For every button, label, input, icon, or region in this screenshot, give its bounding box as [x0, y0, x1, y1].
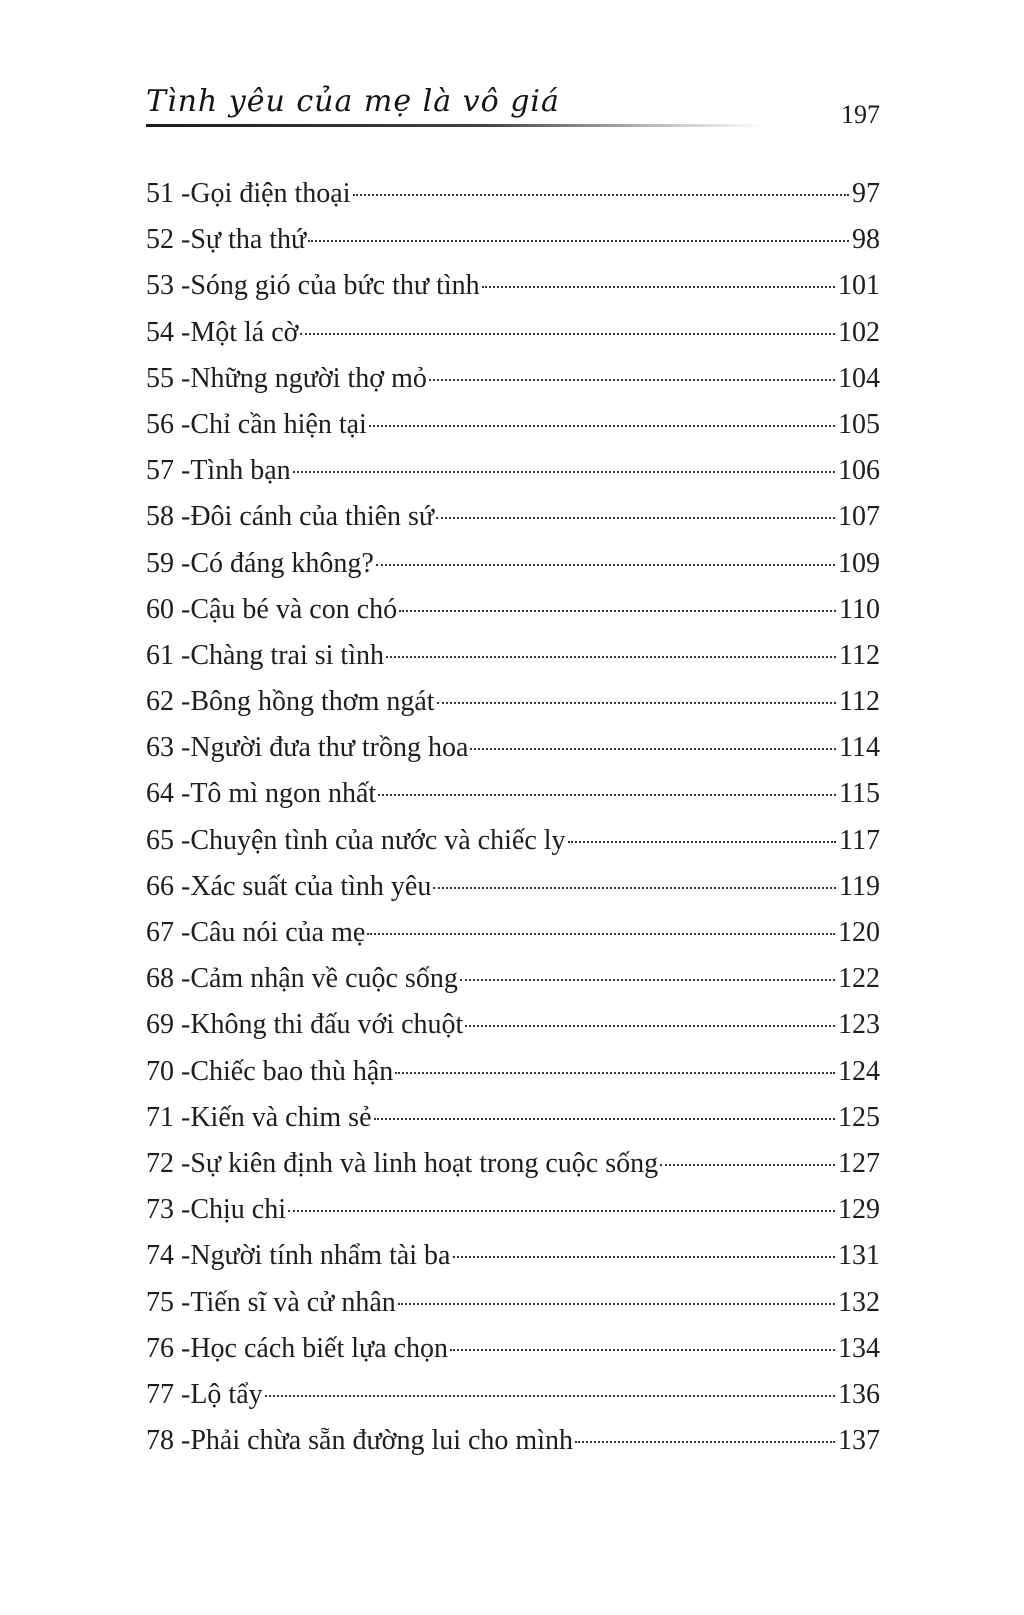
dot-leader [288, 1210, 835, 1212]
toc-entry-title: 52 -Sự tha thứ [146, 224, 307, 256]
toc-entry-title: 75 -Tiến sĩ và cử nhân [146, 1286, 396, 1318]
toc-entry-page: 114 [839, 732, 880, 764]
toc-entry-page: 97 [852, 178, 880, 209]
dot-leader [367, 933, 835, 935]
toc-entry-title: 55 -Những người thợ mỏ [146, 362, 427, 394]
toc-entry [146, 405, 880, 451]
toc-entry-page: 125 [838, 1101, 880, 1133]
book-title: Tình yêu của mẹ là vô giá [146, 84, 560, 119]
dot-leader [353, 194, 849, 196]
toc-entry-title: 53 -Sóng gió của bức thư tình [146, 270, 480, 302]
dot-leader [374, 1118, 836, 1120]
toc-entry [146, 913, 880, 959]
toc-entry-page: 112 [839, 686, 880, 718]
toc-entry [146, 682, 880, 728]
toc-entry-page: 107 [838, 501, 880, 533]
toc-entry [146, 867, 880, 913]
toc-entry-title: 67 -Câu nói của mẹ [146, 917, 366, 948]
toc-entry [146, 1283, 880, 1329]
toc-entry-title: 73 -Chịu chi [146, 1194, 286, 1226]
toc-entry-title: 69 -Không thi đấu với chuột [146, 1009, 464, 1041]
toc-entry-title: 66 -Xác suất của tình yêu [146, 870, 432, 902]
toc-entry-title: 77 -Lộ tẩy [146, 1378, 263, 1410]
toc-entry-title: 71 -Kiến và chim sẻ [146, 1101, 372, 1133]
toc-entry-page: 124 [838, 1055, 880, 1087]
running-header [146, 84, 880, 132]
toc-entry-page: 123 [838, 1009, 880, 1041]
dot-leader [470, 748, 836, 750]
toc-entry-title: 70 -Chiếc bao thù hận [146, 1055, 394, 1087]
toc-entry [146, 359, 880, 405]
toc-entry-title: 60 -Cậu bé và con chó [146, 593, 398, 625]
toc-entry-page: 134 [838, 1332, 880, 1364]
toc-entry-page: 110 [839, 593, 880, 625]
toc-entry-page: 112 [839, 639, 880, 671]
dot-leader [482, 286, 835, 288]
toc-entry-page: 120 [838, 917, 880, 948]
toc-entry-title: 72 -Sự kiên định và linh hoạt trong cuộc sống [146, 1147, 659, 1179]
toc-entry-title: 64 -Tô mì ngon nhất [146, 778, 377, 810]
toc-entry [146, 1375, 880, 1421]
toc-entry [146, 636, 880, 682]
toc-entry [146, 174, 880, 220]
toc-entry [146, 774, 880, 820]
toc-entry [146, 544, 880, 590]
toc-entry [146, 1144, 880, 1190]
toc-entry [146, 1052, 880, 1098]
toc-entry [146, 1190, 880, 1236]
toc-entry [146, 1005, 880, 1051]
toc-entry [146, 451, 880, 497]
dot-leader [450, 1349, 835, 1351]
toc-entry [146, 220, 880, 266]
toc-entry-page: 137 [838, 1425, 880, 1457]
toc-entry [146, 1329, 880, 1375]
dot-leader [433, 887, 836, 889]
toc-entry [146, 497, 880, 543]
toc-entry [146, 959, 880, 1005]
toc-entry-page: 102 [838, 316, 880, 348]
dot-leader [437, 702, 836, 704]
toc-entry-title: 59 -Có đáng không? [146, 547, 374, 579]
dot-leader [465, 1025, 835, 1027]
dot-leader [398, 1303, 835, 1305]
dot-leader [369, 425, 835, 427]
toc-entry-page: 98 [852, 224, 880, 256]
toc-entry-page: 132 [838, 1286, 880, 1318]
toc-entry-title: 63 -Người đưa thư trồng hoa [146, 732, 469, 764]
toc-entry-title: 68 -Cảm nhận về cuộc sống [146, 963, 458, 995]
toc-entry [146, 1236, 880, 1282]
toc-entry-title: 57 -Tình bạn [146, 455, 291, 487]
toc-entry-page: 106 [838, 455, 880, 487]
toc-entry-title: 62 -Bông hồng thơm ngát [146, 686, 435, 718]
toc-entry [146, 1098, 880, 1144]
toc-entry-title: 61 -Chàng trai si tình [146, 639, 384, 671]
header-rule [146, 124, 766, 127]
dot-leader [429, 379, 835, 381]
dot-leader [460, 979, 835, 981]
toc-entry-title: 78 -Phải chừa sẵn đường lui cho mình [146, 1425, 573, 1457]
dot-leader [453, 1256, 836, 1258]
toc-entry [146, 590, 880, 636]
toc-entry-page: 105 [838, 408, 880, 440]
toc-entry-page: 115 [839, 778, 880, 810]
table-of-contents [146, 174, 880, 1467]
dot-leader [575, 1441, 835, 1443]
toc-entry [146, 266, 880, 312]
toc-entry [146, 313, 880, 359]
toc-entry-title: 74 -Người tính nhẩm tài ba [146, 1240, 451, 1272]
dot-leader [376, 564, 835, 566]
dot-leader [265, 1395, 835, 1397]
toc-entry-page: 117 [839, 824, 880, 856]
dot-leader [568, 841, 837, 843]
toc-entry-title: 56 -Chỉ cần hiện tại [146, 408, 367, 440]
toc-entry-title: 65 -Chuyện tình của nước và chiếc ly [146, 824, 566, 856]
dot-leader [660, 1164, 835, 1166]
toc-entry-page: 136 [838, 1378, 880, 1410]
toc-entry [146, 728, 880, 774]
page-number: 197 [841, 100, 880, 129]
toc-entry-page: 122 [838, 963, 880, 995]
dot-leader [308, 240, 849, 242]
toc-entry-title: 76 -Học cách biết lựa chọn [146, 1332, 449, 1364]
dot-leader [378, 794, 836, 796]
toc-entry-page: 129 [838, 1194, 880, 1226]
toc-entry-page: 109 [838, 547, 880, 579]
dot-leader [399, 610, 836, 612]
toc-entry-title: 58 -Đôi cánh của thiên sứ [146, 501, 435, 533]
toc-entry-page: 119 [839, 870, 880, 902]
dot-leader [293, 471, 835, 473]
toc-entry-title: 51 -Gọi điện thoại [146, 178, 351, 209]
toc-entry-page: 104 [838, 362, 880, 394]
toc-entry [146, 1421, 880, 1467]
toc-entry [146, 821, 880, 867]
toc-entry-title: 54 -Một lá cờ [146, 316, 299, 348]
toc-entry-page: 127 [838, 1147, 880, 1179]
dot-leader [436, 517, 835, 519]
dot-leader [386, 656, 836, 658]
toc-entry-page: 101 [838, 270, 880, 302]
dot-leader [395, 1072, 835, 1074]
dot-leader [300, 333, 835, 335]
toc-entry-page: 131 [838, 1240, 880, 1272]
